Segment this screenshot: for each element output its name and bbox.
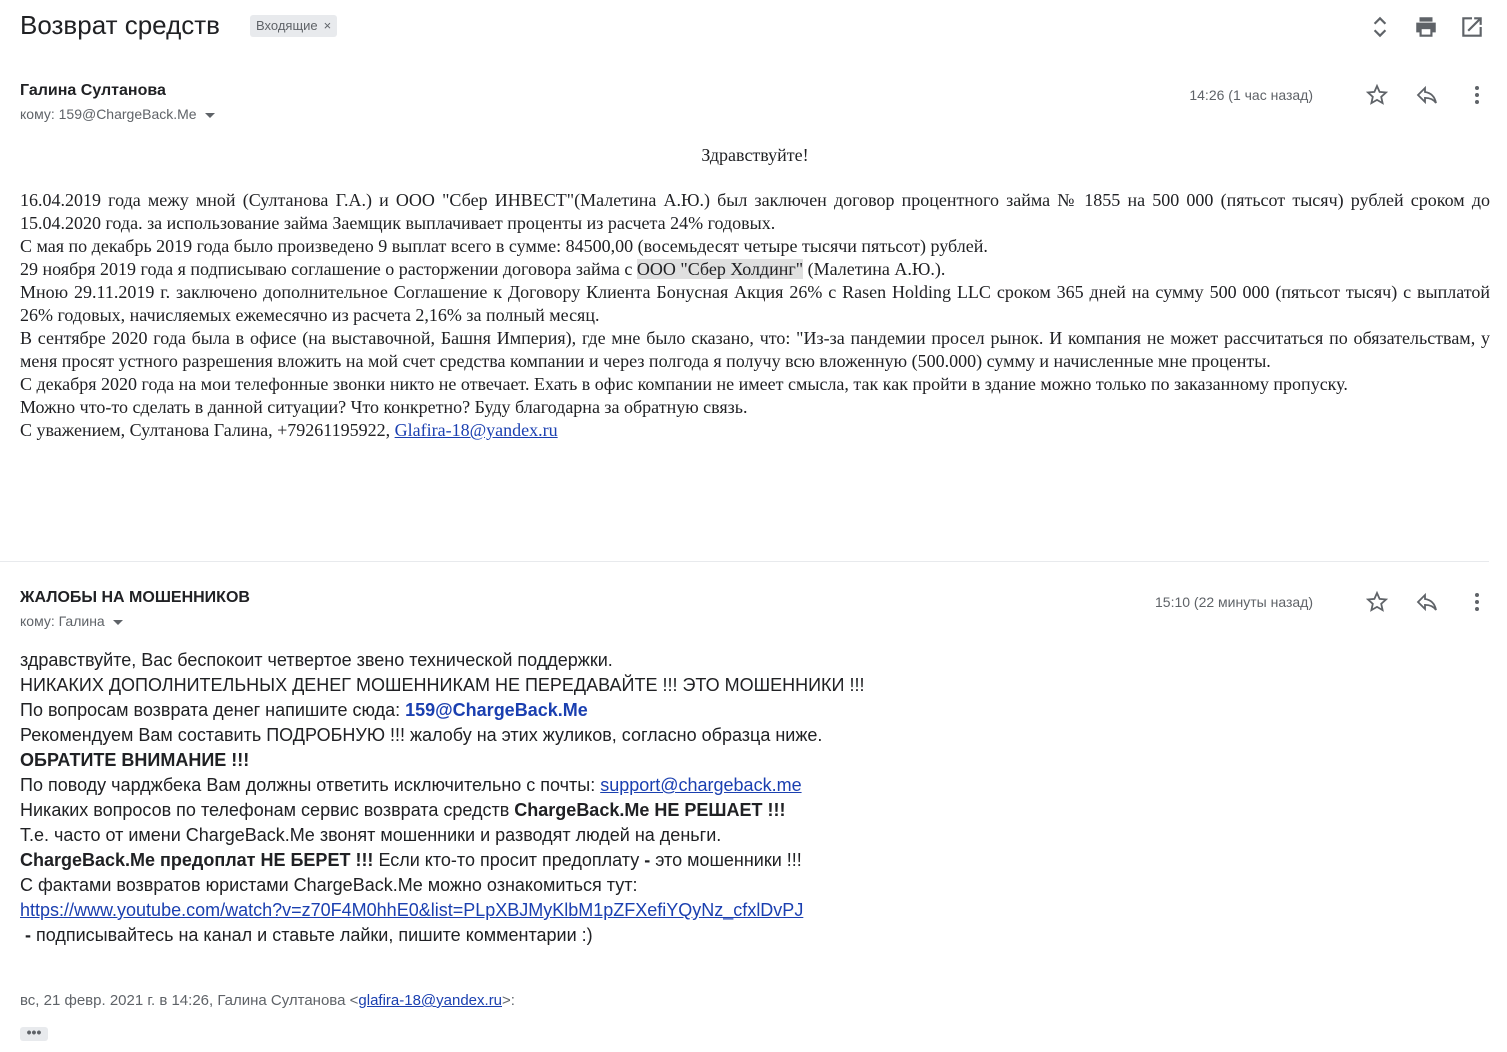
quoted-email-link[interactable]: glafira-18@yandex.ru [358, 992, 503, 1009]
line [20, 898, 1480, 923]
line: Т.е. часто от имени ChargeBack.Me звонят мошенники и разводят людей на деньги. [20, 825, 722, 845]
greeting: Здравствуйте! [701, 145, 809, 165]
text: По вопросам возврата денег напишите сюда: [20, 700, 406, 720]
paragraph: Можно что-то сделать в данной ситуации? Что конкретно? Буду благодарна за обратную связь. [20, 397, 748, 417]
text: 29 ноября 2019 года я подписываю соглашение о расторжении договора займа с [20, 259, 637, 279]
message1-body [20, 144, 1490, 442]
sender-name[interactable]: ЖАЛОБЫ НА МОШЕННИКОВ [20, 589, 250, 606]
line [20, 848, 1480, 873]
paragraph: В сентябре 2020 года была в офисе (на выставочной, Башня Империя), где мне было сказано, что: "Из-за пандемии просел рынок. И компания не может рассчитаться по обязательствам, у меня просят устного разрешения вложить на мой счет средства компании и через полгода я получу всю вложенную (500.000) сумму и начисленные мне проценты. [20, 328, 1490, 371]
reply-icon[interactable] [1415, 590, 1439, 614]
label-chip-text: Входящие [256, 18, 318, 33]
quoted-header [20, 992, 515, 1009]
youtube-link[interactable]: https://www.youtube.com/watch?v=z70F4M0hhE0&list=PLpXBJMyKlbM1pZFXefiYQyNz_cfxlDvPJ [20, 900, 804, 920]
line [20, 798, 1480, 823]
email-link[interactable]: Glafira-18@yandex.ru [394, 420, 558, 440]
message2-header [20, 589, 1489, 629]
support-email-link[interactable]: support@chargeback.me [600, 775, 802, 795]
thread-subject: Возврат средств [20, 10, 220, 40]
bold-text: ChargeBack.Me НЕ РЕШАЕТ !!! [514, 800, 786, 820]
print-icon[interactable] [1413, 14, 1439, 40]
message-divider [0, 561, 1489, 562]
paragraph: С мая по декабрь 2019 года было произведено 9 выплат всего в сумме: 84500,00 (восемьдесят четыре тысячи пятьсот) рублей. [20, 236, 988, 256]
line [20, 923, 1480, 948]
message-time: 15:10 (22 минуты назад) [1155, 594, 1313, 610]
text: (Малетина А.Ю.). [803, 259, 946, 279]
expand-collapse-icon[interactable] [1367, 14, 1393, 40]
paragraph: С декабря 2020 года на мои телефонные звонки никто не отвечает. Ехать в офис компании не имеет смысла, так как пройти в здание можно только по заказанному пропуску. [20, 374, 1348, 394]
text: С уважением, Султанова Галина, +79261195922, [20, 420, 395, 440]
line: Рекомендуем Вам составить ПОДРОБНУЮ !!! жалобу на этих жуликов, согласно образца ниже. [20, 725, 823, 745]
text: Никаких вопросов по телефонам сервис возврата средств [20, 800, 515, 820]
sender-name[interactable]: Галина Султанова [20, 82, 166, 99]
line: НИКАКИХ ДОПОЛНИТЕЛЬНЫХ ДЕНЕГ МОШЕННИКАМ НЕ ПЕРЕДАВАЙТЕ !!! ЭТО МОШЕННИКИ !!! [20, 675, 865, 695]
line [20, 773, 1480, 798]
line: ОБРАТИТЕ ВНИМАНИЕ !!! [20, 750, 250, 770]
recipient-line[interactable] [20, 106, 1489, 122]
bold-text: - [20, 925, 31, 945]
text: Если кто-то просит предоплату [373, 850, 645, 870]
bold-text: - [644, 850, 651, 870]
text: подписывайтесь на канал и ставьте лайки, пишите комментарии :) [31, 925, 593, 945]
show-trimmed-content-button[interactable]: ••• [20, 1027, 48, 1041]
details-caret-icon[interactable] [205, 113, 215, 118]
open-new-window-icon[interactable] [1459, 14, 1485, 40]
paragraph: Мною 29.11.2019 г. заключено дополнительное Соглашение к Договору Клиента Бонусная Акция 26% с Rasen Holding LLC сроком 365 дней на сумму 500 000 (пятьсот тысяч) с выплатой 26% годовых, начисляемых ежемесячно из расчета 2,16% за полный месяц. [20, 282, 1490, 325]
highlighted-text: ООО "Сбер Холдинг" [636, 259, 804, 279]
thread-toolbar [1367, 14, 1507, 42]
recipient-line[interactable] [20, 613, 1489, 629]
paragraph: 16.04.2019 года межу мной (Султанова Г.А.) и ООО "Сбер ИНВЕСТ"(Малетина А.Ю.) был заключен договор процентного займа № 1855 на 500 000 (пятьсот тысяч) рублей сроком до 15.04.2020 года. за использование займа Заемщик выплачивает проценты из расчета 24% годовых. [20, 190, 1490, 233]
more-vert-icon[interactable] [1465, 590, 1489, 614]
message-meta [1155, 589, 1489, 615]
message1-header [20, 82, 1489, 122]
label-chip-inbox[interactable] [250, 15, 337, 37]
line: здравствуйте, Вас беспокоит четвертое звено технической поддержки. [20, 650, 613, 670]
star-icon[interactable] [1365, 590, 1389, 614]
recipient-text: кому: Галина [20, 613, 105, 629]
reply-icon[interactable] [1415, 83, 1439, 107]
message-time: 14:26 (1 час назад) [1189, 87, 1313, 103]
paragraph [20, 258, 1490, 281]
bold-text: ChargeBack.Me предоплат НЕ БЕРЕТ !!! [20, 850, 374, 870]
text: вс, 21 февр. 2021 г. в 14:26, Галина Султанова < [20, 992, 359, 1009]
message-meta [1189, 82, 1489, 108]
text: >: [502, 992, 515, 1009]
line [20, 698, 1480, 723]
recipient-text: кому: 159@ChargeBack.Me [20, 106, 197, 122]
line: С фактами возвратов юристами ChargeBack.Me можно ознакомиться тут: [20, 875, 638, 895]
message2-body [20, 648, 1480, 948]
more-vert-icon[interactable] [1465, 83, 1489, 107]
star-icon[interactable] [1365, 83, 1389, 107]
email-address[interactable]: 159@ChargeBack.Me [405, 700, 588, 720]
signature [20, 419, 1490, 442]
details-caret-icon[interactable] [113, 620, 123, 625]
text: это мошенники !!! [650, 850, 802, 870]
text: По поводу чарджбека Вам должны ответить исключительно с почты: [20, 775, 601, 795]
remove-label-icon[interactable]: × [323, 18, 332, 33]
